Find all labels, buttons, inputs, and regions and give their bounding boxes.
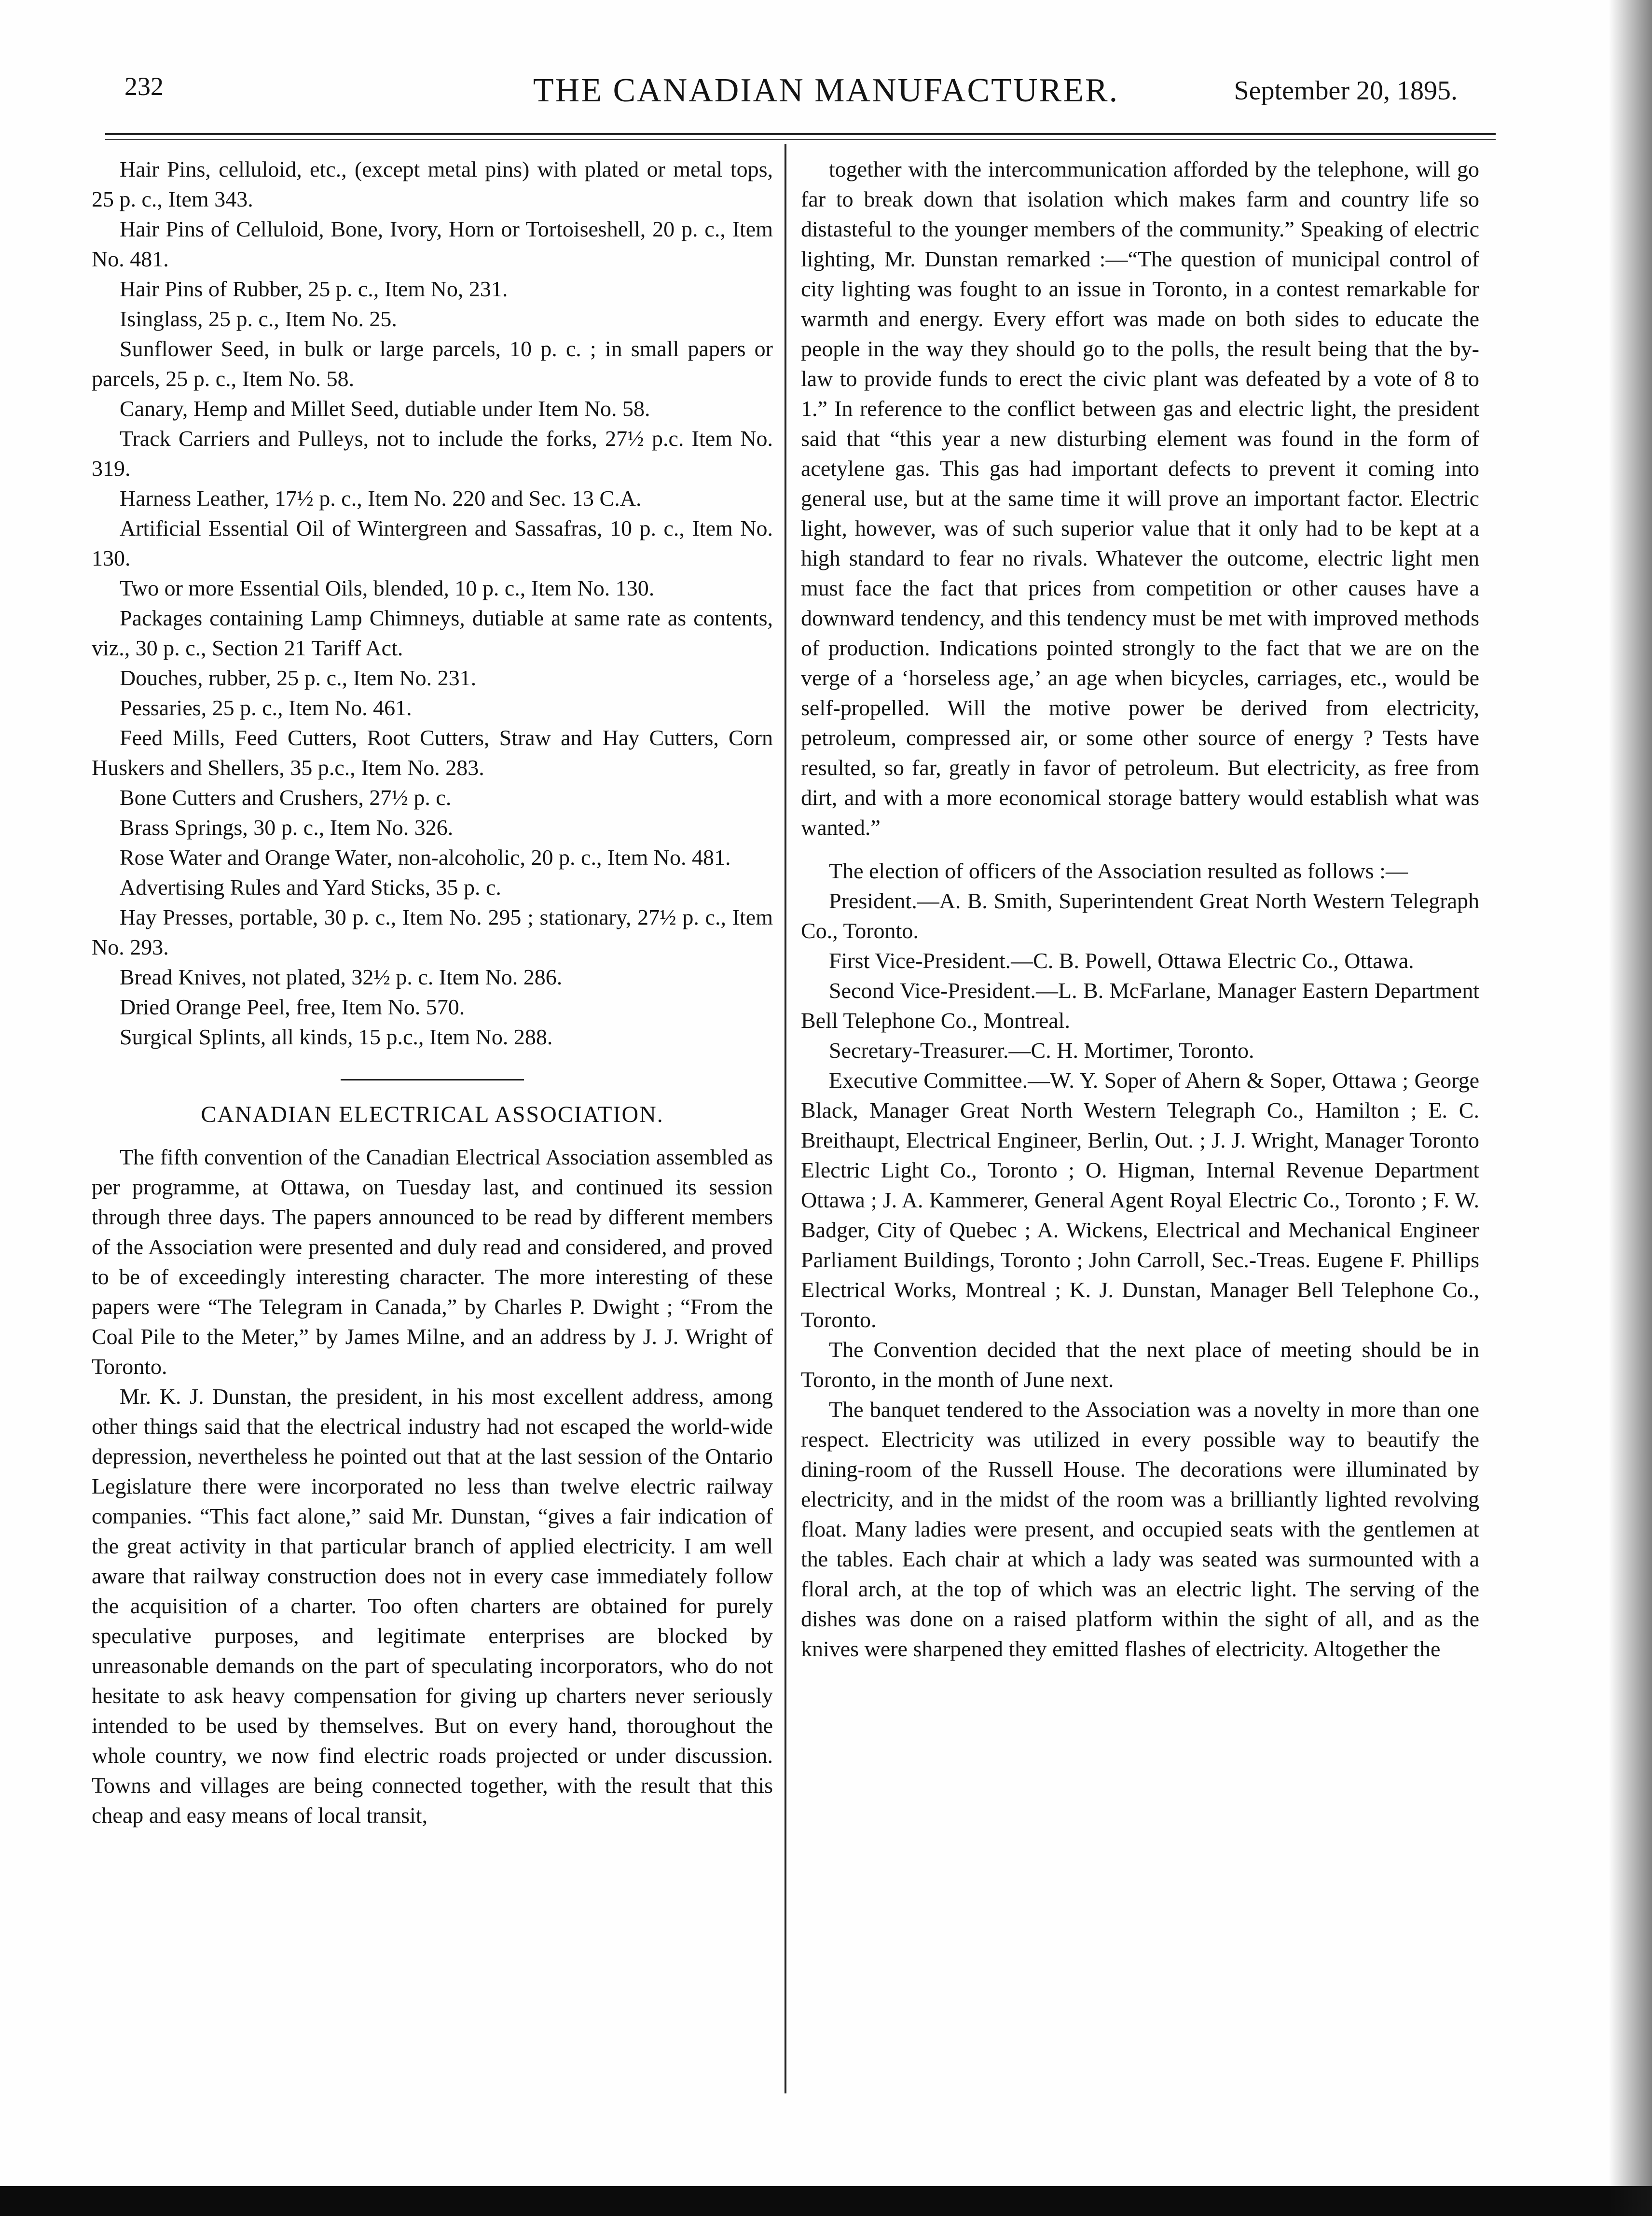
tariff-item: Hair Pins of Rubber, 25 p. c., Item No, 231. — [120, 277, 508, 301]
election-intro: The election of officers of the Association resulted as follows :— — [829, 859, 1408, 883]
left-column — [92, 154, 773, 1830]
tariff-item: Isinglass, 25 p. c., Item No. 25. — [120, 306, 397, 331]
article-paragraph: The fifth convention of the Canadian Electrical Association assembled as per programme, at Ottawa, on Tuesday last, and continued its session through three days. The papers announced to be read by different members of the Association were presented and duly read and considered, and proved to be of exceedingly interesting character. The more interesting of these papers were “The Telegram in Canada,” by Charles P. Dwight ; “From the Coal Pile to the Meter,” by James Milne, and an address by J. J. Wright of Toronto. — [92, 1145, 773, 1379]
tariff-item: Hay Presses, portable, 30 p. c., Item No. 295 ; stationary, 27½ p. c., Item No. 293. — [92, 905, 773, 959]
article-paragraph: together with the intercommunication afforded by the telephone, will go far to break down that isolation which makes farm and country life so distasteful to the younger members of the community.” Speaking of electric lighting, Mr. Dunstan remarked :—“The question of municipal control of city lighting was fought to an issue in Toronto, in a contest remarkable for warmth and energy. Every effort was made on both sides to educate the people in the way they should go to the polls, the result being that the by-law to provide funds to erect the civic plant was defeated by a vote of 8 to 1.” In reference to the conflict between gas and electric light, the president said that “this year a new disturbing element was found in the form of acetylene gas. This gas had important defects to prevent it coming into general use, but at the same time it will prove an important factor. Electric light, however, was of such superior value that it only had to be kept at a high standard to fear no rivals. Whatever the outcome, electric light men must face the fact that prices from competition or other causes have a downward tendency, and this tendency must be met with improved methods of production. Indications pointed strongly to the fact that we are on the verge of a ‘horseless age,’ an age when bicycles, carriages, etc., would be self-propelled. Will the motive power be derived from electricity, petroleum, compressed air, or some other source of energy ? Tests have resulted, so far, greatly in favor of petroleum. But electricity, as free from dirt, and with a more economical storage battery would establish what was wanted.” — [801, 157, 1479, 840]
page-number: 232 — [124, 72, 164, 101]
tariff-item: Bread Knives, not plated, 32½ p. c. Item No. 286. — [120, 965, 563, 989]
issue-date: September 20, 1895. — [1234, 76, 1458, 106]
officer-entry: Executive Committee.—W. Y. Soper of Ahern & Soper, Ottawa ; George Black, Manager Great North Western Telegraph Co., Hamilton ; E. C. Breithaupt, Electrical Engineer, Berlin, Out. ; J. J. Wright, Manager Toronto Electric Light Co., Toronto ; O. Higman, Internal Revenue Department Ottawa ; J. A. Kammerer, General Agent Royal Electric Co., Toronto ; F. W. Badger, City of Quebec ; A. Wickens, Electrical and Mechanical Engineer Parliament Buildings, Toronto ; John Carroll, Sec.-Treas. Eugene F. Phillips Electrical Works, Montreal ; K. J. Dunstan, Manager Bell Telephone Co., Toronto. — [801, 1068, 1479, 1332]
tariff-item: Douches, rubber, 25 p. c., Item No. 231. — [120, 665, 477, 690]
tariff-item: Artificial Essential Oil of Wintergreen and Sassafras, 10 p. c., Item No. 130. — [92, 516, 773, 570]
article-paragraph: Mr. K. J. Dunstan, the president, in his most excellent address, among other things said that the electrical industry had not escaped the world-wide depression, nevertheless he pointed out that at the last session of the Ontario Legislature there were incorporated no less than twelve electric railway companies. “This fact alone,” said Mr. Dunstan, “gives a fair indication of the great activity in that particular branch of applied electricity. I am well aware that railway construction does not in every case immediately follow the acquisition of a charter. Too often charters are obtained for purely speculative purposes, and legitimate enterprises are blocked by unreasonable demands on the part of speculating incorporators, who do not hesitate to ask heavy compensation for giving up charters never seriously intended to be used by themselves. But on every hand, thoroughout the whole country, we now find electric roads projected or under discussion. Towns and villages are being connected together, with the result that this cheap and easy means of local transit, — [92, 1384, 773, 1828]
header-rule-thin — [105, 139, 1496, 140]
column-divider — [785, 144, 786, 2093]
tariff-item: Track Carriers and Pulleys, not to include the forks, 27½ p.c. Item No. 319. — [92, 426, 773, 481]
officer-entry: President.—A. B. Smith, Superintendent Great North Western Telegraph Co., Toronto. — [801, 888, 1479, 943]
officer-entry: First Vice-President.—C. B. Powell, Ottawa Electric Co., Ottawa. — [829, 948, 1414, 973]
tariff-item: Hair Pins, celluloid, etc., (except metal pins) with plated or metal tops, 25 p. c., Item 343. — [92, 157, 773, 211]
tariff-item: Hair Pins of Celluloid, Bone, Ivory, Horn or Tortoiseshell, 20 p. c., Item No. 481. — [92, 217, 773, 271]
tariff-item: Two or more Essential Oils, blended, 10 p. c., Item No. 130. — [120, 576, 655, 600]
article-paragraph: The Convention decided that the next place of meeting should be in Toronto, in the month of June next. — [801, 1337, 1479, 1392]
tariff-item: Packages containing Lamp Chimneys, dutiable at same rate as contents, viz., 30 p. c., Section 21 Tariff Act. — [92, 606, 773, 660]
article-paragraph: The banquet tendered to the Association was a novelty in more than one respect. Electricity was utilized in every possible way to beautify the dining-room of the Russell House. The decorations were illuminated by electricity, and in the midst of the room was a brilliantly lighted revolving float. Many ladies were present, and occupied seats with the gentlemen at the tables. Each chair at which a lady was seated was surmounted with a floral arch, at the top of which was an electric light. The serving of the dishes was done on a raised platform within the sight of all, and as the knives were sharpened they emitted flashes of electricity. Altogether the — [801, 1397, 1479, 1661]
tariff-item: Harness Leather, 17½ p. c., Item No. 220 and Sec. 13 C.A. — [120, 486, 642, 511]
tariff-item: Surgical Splints, all kinds, 15 p.c., Item No. 288. — [120, 1025, 553, 1049]
article-heading: CANADIAN ELECTRICAL ASSOCIATION. — [201, 1102, 664, 1127]
page-header — [0, 71, 1652, 125]
tariff-item: Rose Water and Orange Water, non-alcoholic, 20 p. c., Item No. 481. — [120, 845, 731, 870]
tariff-item: Feed Mills, Feed Cutters, Root Cutters, Straw and Hay Cutters, Corn Huskers and Shellers, 35 p.c., Item No. 283. — [92, 725, 773, 780]
tariff-item: Canary, Hemp and Millet Seed, dutiable under Item No. 58. — [120, 396, 650, 421]
scan-bottom-edge — [0, 2186, 1652, 2216]
section-separator — [341, 1079, 524, 1080]
tariff-item: Bone Cutters and Crushers, 27½ p. c. — [120, 785, 452, 810]
tariff-item: Dried Orange Peel, free, Item No. 570. — [120, 995, 465, 1019]
tariff-item: Pessaries, 25 p. c., Item No. 461. — [120, 695, 412, 720]
tariff-item: Sunflower Seed, in bulk or large parcels, 10 p. c. ; in small papers or parcels, 25 p. c., Item No. 58. — [92, 336, 773, 391]
tariff-item: Brass Springs, 30 p. c., Item No. 326. — [120, 815, 454, 840]
officer-entry: Second Vice-President.—L. B. McFarlane, Manager Eastern Department Bell Telephone Co., Montreal. — [801, 978, 1479, 1033]
publication-title: THE CANADIAN MANUFACTURER. — [533, 72, 1119, 109]
right-column — [801, 154, 1479, 1664]
tariff-list — [92, 154, 773, 1052]
header-rule — [105, 133, 1496, 135]
officer-entry: Secretary-Treasurer.—C. H. Mortimer, Toronto. — [829, 1038, 1254, 1063]
tariff-item: Advertising Rules and Yard Sticks, 35 p. c. — [120, 875, 501, 900]
scan-right-edge — [1609, 0, 1652, 2216]
